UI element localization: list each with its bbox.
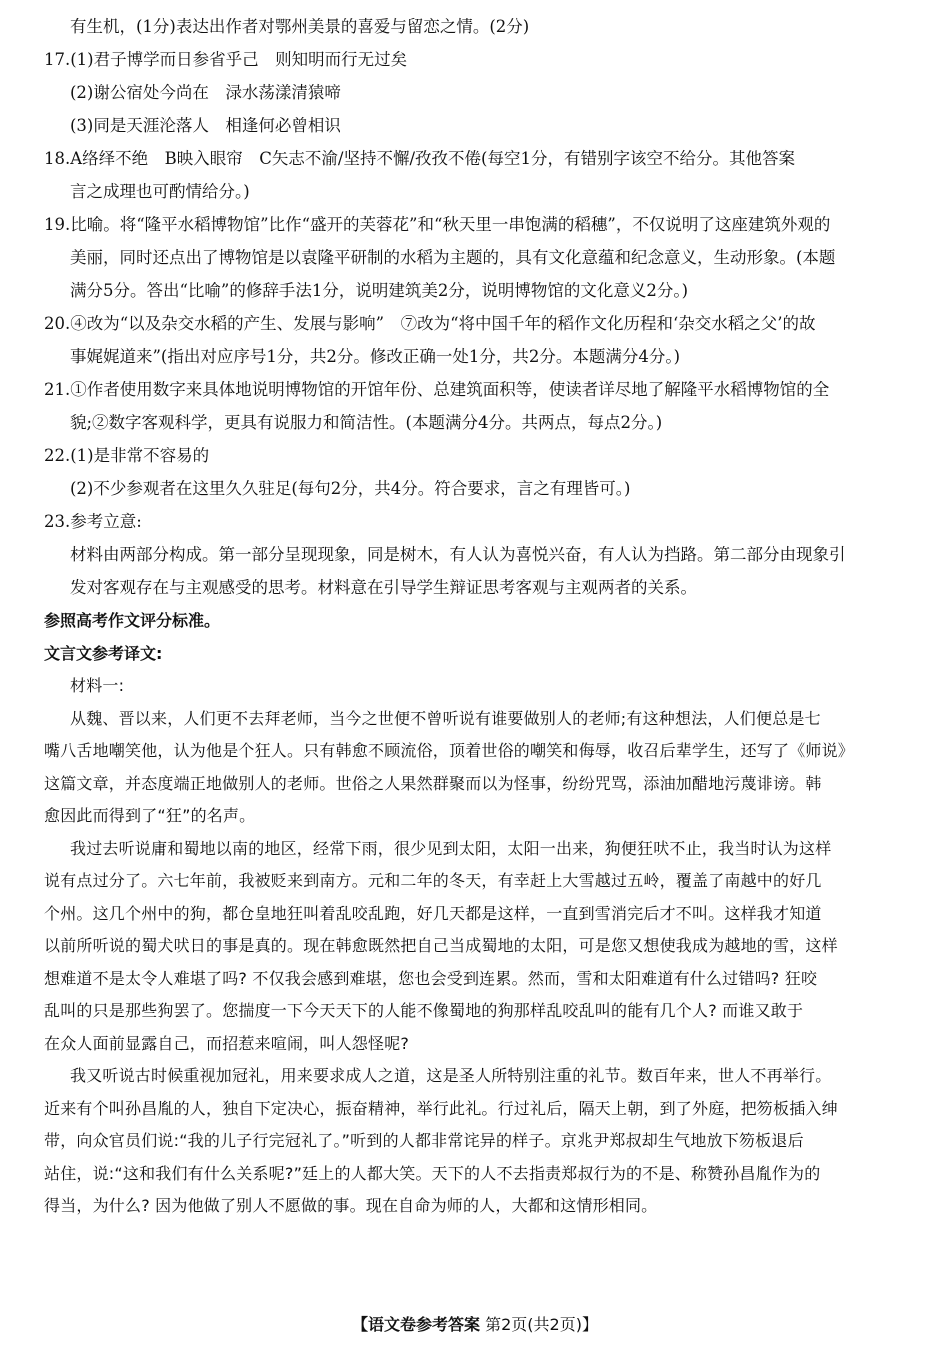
translation-paragraph-2 (44, 833, 914, 1061)
q20-line-1: 20.④改为“以及杂交水稻的产生、发展与影响” ⑦改为“将中国千年的稻作文化历程和‘杂交水稻之父’的故 (44, 314, 816, 333)
footer-page-number: 第2页(共2页)】 (485, 1315, 598, 1334)
translation-paragraph-1 (44, 703, 914, 833)
footer-title: 【语文卷参考答案 (352, 1315, 481, 1334)
text-line: 这篇文章，并态度端正地做别人的老师。世俗之人果然群聚而以为怪事，纷纷咒骂，添油加醋地污蔑诽谤。韩 (44, 773, 822, 793)
q18-line-2: 言之成理也可酌情给分。) (70, 182, 250, 201)
text-line: 我又听说古时候重视加冠礼，用来要求成人之道，这是圣人所特别注重的礼节。数百年来，世人不再举行。 (70, 1066, 832, 1085)
translation-heading: 文言文参考译文: (44, 644, 163, 663)
q19-line-1: 19.比喻。将“隆平水稻博物馆”比作“盛开的芙蓉花”和“秋天里一串饱满的稻穗”，不仅说明了这座建筑外观的 (44, 215, 831, 234)
text-line: 想难道不是太令人难堪了吗? 不仅我会感到难堪，您也会受到连累。然而，雪和太阳难道有什么过错吗? 狂咬 (44, 968, 818, 988)
q22-line-1: 22.(1)是非常不容易的 (44, 446, 210, 465)
text-line: 嘴八舌地嘲笑他，认为他是个狂人。只有韩愈不顾流俗，顶着世俗的嘲笑和侮辱，收召后辈学生，还写了《师说》 (44, 741, 855, 760)
text-line: 我过去听说庸和蜀地以南的地区，经常下雨，很少见到太阳，太阳一出来，狗便狂吠不止，我当时认为这样 (70, 838, 832, 858)
q21-line-2: 貌;②数字客观科学，更具有说服力和简洁性。(本题满分4分。共两点，每点2分。) (70, 413, 663, 432)
essay-standard: 参照高考作文评分标准。 (44, 611, 221, 630)
q23-line-2: 发对客观存在与主观感受的思考。材料意在引导学生辩证思考客观与主观两者的关系。 (70, 578, 697, 597)
q23-line-1: 材料由两部分构成。第一部分呈现现象，同是树木，有人认为喜悦兴奋，有人认为挡路。第二部分由现象引 (70, 545, 846, 564)
text-line: 站住，说:“这和我们有什么关系呢?”廷上的人都大笑。天下的人不去指责郑叔行为的不是、称赞孙昌胤作为的 (44, 1163, 821, 1183)
q16-continuation: 有生机，(1分)表达出作者对鄂州美景的喜爱与留恋之情。(2分) (70, 17, 530, 36)
text-line: 从魏、晋以来，人们更不去拜老师，当今之世便不曾听说有谁要做别人的老师;有这种想法，人们便总是七 (70, 708, 821, 728)
q20-line-2: 事娓娓道来”(指出对应序号1分，共2分。修改正确一处1分，共2分。本题满分4分。) (70, 347, 681, 366)
q17-line-3: (3)同是天涯沦落人 相逢何必曾相识 (70, 116, 341, 135)
q17-line-2: (2)谢公宿处今尚在 渌水荡漾清猿啼 (70, 83, 341, 102)
text-line: 得当，为什么? 因为他做了别人不愿做的事。现在自命为师的人，大都和这情形相同。 (44, 1196, 658, 1215)
text-line: 乱叫的只是那些狗罢了。您揣度一下今天天下的人能不像蜀地的狗那样乱咬乱叫的能有几个人? 而谁又敢于 (44, 1001, 804, 1020)
text-line: 以前所听说的蜀犬吠日的事是真的。现在韩愈既然把自己当成蜀地的太阳，可是您又想使我成为越地的雪，这样 (44, 936, 838, 955)
text-line: 在众人面前显露自己，而招惹来喧闹，叫人怨怪呢? (44, 1033, 410, 1053)
q19-line-3: 满分5分。答出“比喻”的修辞手法1分，说明建筑美2分，说明博物馆的文化意义2分。) (70, 281, 689, 300)
q23-heading: 23.参考立意: (44, 512, 142, 531)
text-line: 愈因此而得到了“狂”的名声。 (44, 806, 256, 825)
text-line: 个州。这几个州中的狗，都仓皇地狂叫着乱咬乱跑，好几天都是这样，一直到雪消完后才不叫。这样我才知道 (44, 903, 822, 923)
text-line: 近来有个叫孙昌胤的人，独自下定决心，振奋精神，举行此礼。行过礼后，隔天上朝，到了外庭，把笏板插入绅 (44, 1098, 838, 1118)
q17-line-1: 17.(1)君子博学而日参省乎己 则知明而行无过矣 (44, 50, 408, 69)
answer-page (44, 10, 914, 1223)
translation-body (44, 670, 914, 1223)
text-line: 带，向众官员们说:“我的儿子行完冠礼了。”听到的人都非常诧异的样子。京兆尹郑叔却生气地放下笏板退后 (44, 1131, 804, 1150)
q18-line-1: 18.A络绎不绝 B映入眼帘 C矢志不渝/坚持不懈/孜孜不倦(每空1分，有错别字该空不给分。其他答案 (44, 149, 795, 168)
text-line: 说有点过分了。六七年前，我被贬来到南方。元和二年的冬天，有幸赶上大雪越过五岭，覆盖了南越中的好几 (44, 871, 822, 890)
q22-line-2: (2)不少参观者在这里久久驻足(每句2分，共4分。符合要求，言之有理皆可。) (70, 479, 631, 498)
q19-line-2: 美丽，同时还点出了博物馆是以袁隆平研制的水稻为主题的，具有文化意蕴和纪念意义，生动形象。(本题 (70, 248, 836, 267)
q21-line-1: 21.①作者使用数字来具体地说明博物馆的开馆年份、总建筑面积等，使读者详尽地了解隆平水稻博物馆的全 (44, 380, 830, 399)
material-label: 材料一: (70, 676, 125, 695)
translation-paragraph-3 (44, 1060, 914, 1223)
page-footer (0, 1312, 950, 1335)
